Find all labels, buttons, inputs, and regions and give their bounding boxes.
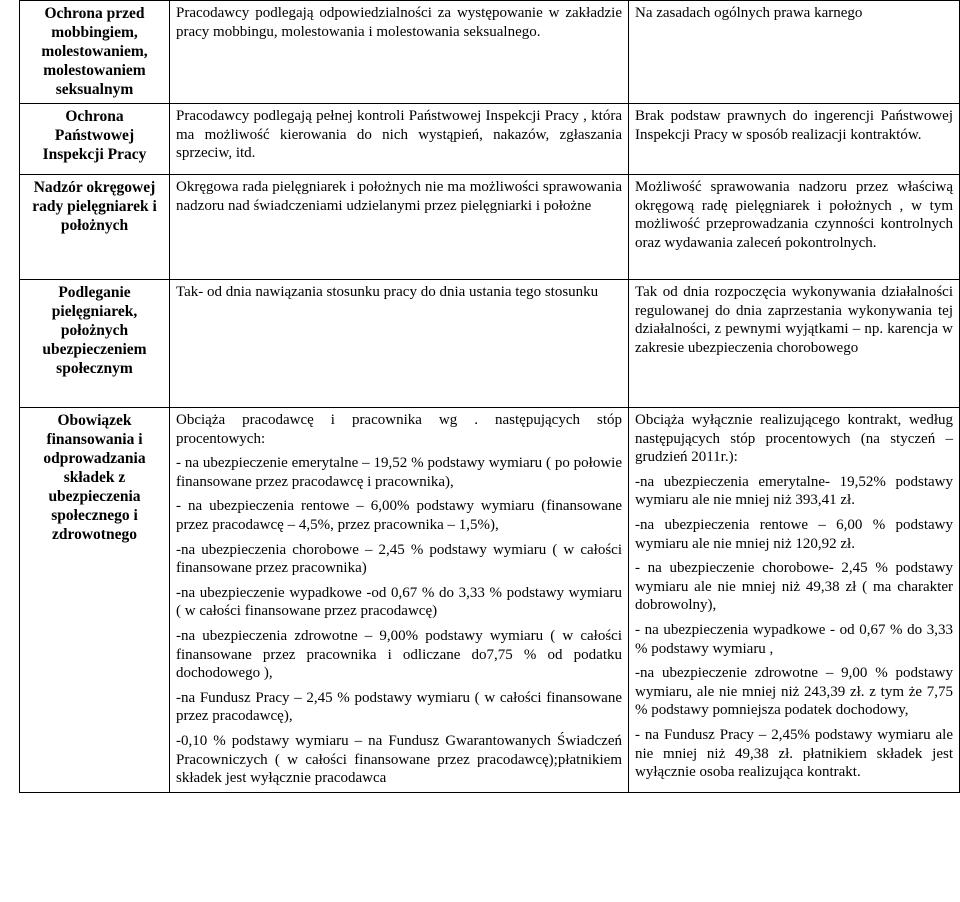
paragraph: -na ubezpieczenia rentowe – 6,00 % podstawy wymiaru ale nie mniej niż 120,92 zł. <box>635 516 953 552</box>
civil-contract-cell <box>629 1 960 104</box>
paragraph: Tak- od dnia nawiązania stosunku pracy do dnia ustania tego stosunku <box>176 284 599 300</box>
paragraph: Pracodawcy podlegają odpowiedzialności za występowanie w zakładzie pracy mobbingu, molestowania i molestowania seksualnego. <box>176 5 622 40</box>
paragraph: -na ubezpieczenia emerytalne- 19,52% podstawy wymiaru ale nie mniej niż 393,41 zł. <box>635 473 953 509</box>
employment-contract-cell <box>170 408 629 793</box>
table-row <box>20 175 960 280</box>
employment-contract-cell <box>170 280 629 408</box>
civil-contract-cell <box>629 104 960 175</box>
paragraph: Brak podstaw prawnych do ingerencji Państwowej Inspekcji Pracy w sposób realizacji kontraktów. <box>635 108 953 143</box>
paragraph: -na Fundusz Pracy – 2,45 % podstawy wymiaru ( w całości finansowane przez pracodawcę), <box>176 689 622 725</box>
paragraph: Pracodawcy podlegają pełnej kontroli Państwowej Inspekcji Pracy , która ma możliwość kierowania do nich wystąpień, nakazów, zgłaszania sprzeciw, itd. <box>176 108 622 162</box>
employment-contract-cell <box>170 175 629 280</box>
row-header: Podleganie pielęgniarek, położnych ubezpieczeniem społecznym <box>20 280 170 408</box>
paragraph: - na ubezpieczenie emerytalne – 19,52 % podstawy wymiaru ( po połowie finansowane przez pracodawcę i pracownika), <box>176 455 622 490</box>
table-row <box>20 104 960 175</box>
paragraph: -na ubezpieczenie zdrowotne – 9,00 % podstawy wymiaru, ale nie mniej niż 243,39 zł. z tym że 7,75 % podstawy pomniejsza podatek dochodowy, <box>635 665 953 719</box>
employment-contract-cell <box>170 104 629 175</box>
paragraph: - na ubezpieczenia rentowe – 6,00% podstawy wymiaru (finansowane przez pracodawcę – 4,5%, przez pracownika – 1,5%), <box>176 498 622 533</box>
paragraph: -na ubezpieczenia zdrowotne – 9,00% podstawy wymiaru ( w całości finansowane przez pracownika i odliczane do7,75 % od podatku dochodowego ), <box>176 627 622 682</box>
civil-contract-cell <box>629 175 960 280</box>
table-row <box>20 1 960 104</box>
table-row <box>20 280 960 408</box>
paragraph: -na ubezpieczenie wypadkowe -od 0,67 % do 3,33 % podstawy wymiaru ( w całości finansowane przez pracodawcę) <box>176 584 622 620</box>
paragraph: Tak od dnia rozpoczęcia wykonywania działalności regulowanej do dnia zaprzestania wykonywania tej działalności, z pewnymi wyjątkami – np. karencja w zakresie ubezpieczenia chorobowego <box>635 284 953 356</box>
row-header: Ochrona przed mobbingiem, molestowaniem, molestowaniem seksualnym <box>20 1 170 104</box>
table-row <box>20 408 960 793</box>
paragraph: -0,10 % podstawy wymiaru – na Fundusz Gwarantowanych Świadczeń Pracowniczych ( w całości finansowane przez pracodawcę);płatnikiem składek jest wyłącznie pracodawca <box>176 732 622 787</box>
comparison-table <box>19 0 960 793</box>
civil-contract-cell <box>629 280 960 408</box>
row-header: Obowiązek finansowania i odprowadzania składek z ubezpieczenia społecznego i zdrowotnego <box>20 408 170 793</box>
paragraph: Okręgowa rada pielęgniarek i położnych nie ma możliwości sprawowania nadzoru nad świadczeniami udzielanymi przez pielęgniarki i położne <box>176 179 622 214</box>
row-header: Nadzór okręgowej rady pielęgniarek i położnych <box>20 175 170 280</box>
paragraph: Obciąża wyłącznie realizującego kontrakt, według następujących stóp procentowych (na styczeń – grudzień 2011r.): <box>635 412 953 466</box>
paragraph: -na ubezpieczenia chorobowe – 2,45 % podstawy wymiaru ( w całości finansowane przez pracownika) <box>176 541 622 577</box>
paragraph: - na Fundusz Pracy – 2,45% podstawy wymiaru ale nie mniej niż 49,38 zł. płatnikiem składek jest wyłącznie osoba realizująca kontrakt. <box>635 726 953 781</box>
paragraph: - na ubezpieczenie chorobowe- 2,45 % podstawy wymiaru ale nie mniej niż 49,38 zł ( ma charakter dobrowolny), <box>635 560 953 614</box>
paragraph: - na ubezpieczenia wypadkowe - od 0,67 % do 3,33 % podstawy wymiaru , <box>635 621 953 657</box>
paragraph: Możliwość sprawowania nadzoru przez właściwą okręgową radę pielęgniarek i położnych , w tym możliwość przeprowadzania czynności kontrolnych oraz wydawania zaleceń pokontrolnych. <box>635 179 953 251</box>
row-header: Ochrona Państwowej Inspekcji Pracy <box>20 104 170 175</box>
civil-contract-cell <box>629 408 960 793</box>
paragraph: Obciąża pracodawcę i pracownika wg . następujących stóp procentowych: <box>176 412 622 447</box>
paragraph: Na zasadach ogólnych prawa karnego <box>635 5 863 21</box>
employment-contract-cell <box>170 1 629 104</box>
